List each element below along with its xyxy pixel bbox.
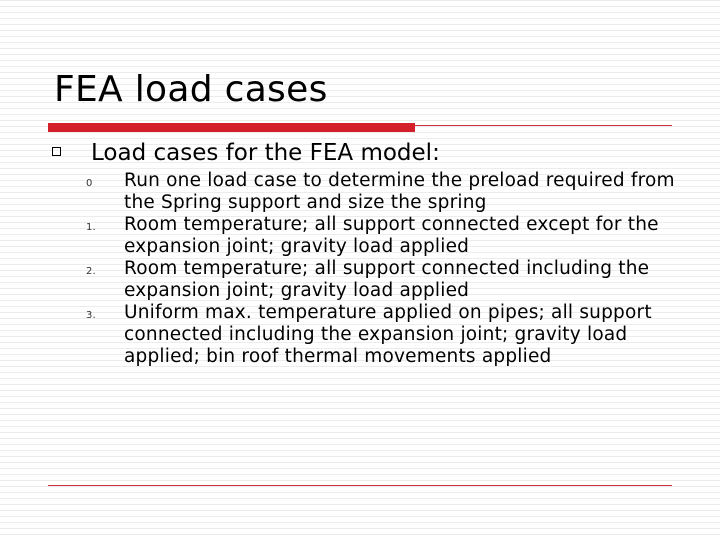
list-item-text: Uniform max. temperature applied on pipes; all support connected including the expansion joint; gravity load applied; bin roof thermal movements applied	[124, 302, 652, 367]
main-bullet-text: Load cases for the FEA model:	[91, 140, 440, 166]
load-case-list	[86, 170, 676, 368]
square-bullet-icon	[52, 147, 61, 156]
title-accent-bar	[48, 123, 415, 132]
slide-title: FEA load cases	[54, 69, 328, 110]
list-item	[86, 214, 676, 258]
list-item-number: 0	[86, 178, 93, 189]
list-item	[86, 170, 676, 214]
list-item	[86, 258, 676, 302]
list-item-text: Run one load case to determine the preload required from the Spring support and size the spring	[124, 170, 675, 213]
list-item	[86, 302, 676, 368]
list-item-text: Room temperature; all support connected except for the expansion joint; gravity load applied	[124, 214, 659, 257]
list-item-text: Room temperature; all support connected including the expansion joint; gravity load applied	[124, 258, 650, 301]
list-item-number: 1.	[86, 222, 96, 233]
bottom-divider-line	[48, 485, 672, 486]
list-item-number: 3.	[86, 310, 96, 321]
list-item-number: 2.	[86, 266, 96, 277]
